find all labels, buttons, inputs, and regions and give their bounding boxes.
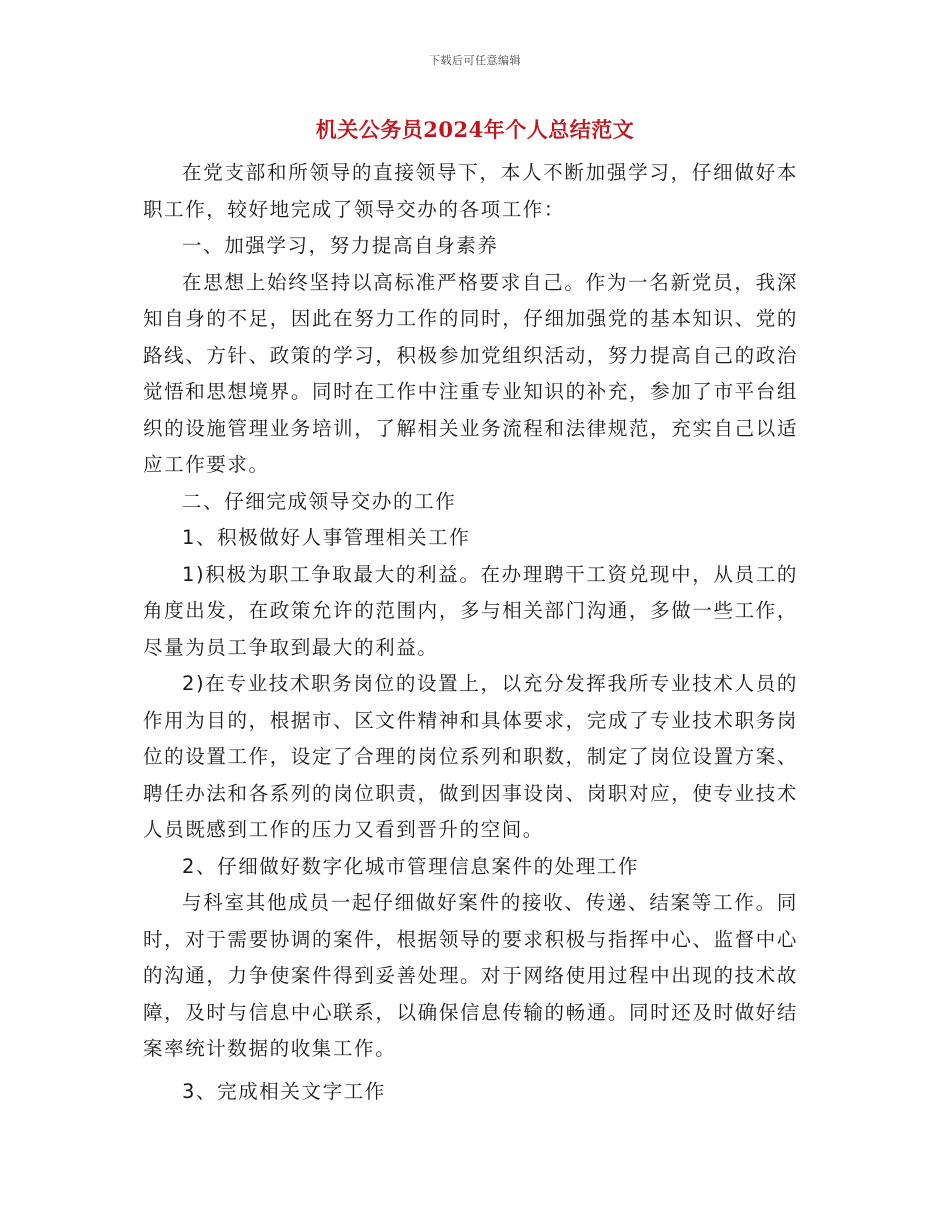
subsection-2-heading: 2、仔细做好数字化城市管理信息案件的处理工作 bbox=[182, 854, 640, 878]
section-1-paragraph: 在思想上始终坚持以高标准严格要求自己。作为一名新党员，我深知自身的不足，因此在努力工作的同时，仔细加强党的基本知识、党的路线、方针、政策的学习，积极参加党组织活动，努力提高自己的政治觉悟和思想境界。同时在工作中注重专业知识的补充，参加了市平台组织的设施管理业务培训，了解相关业务流程和法律规范，充实自己以适应工作要求。 bbox=[143, 270, 798, 476]
subsection-3-heading: 3、完成相关文字工作 bbox=[182, 1079, 386, 1103]
section-1-heading: 一、加强学习，努力提高自身素养 bbox=[182, 234, 499, 257]
section-2-heading: 二、仔细完成领导交办的工作 bbox=[182, 489, 457, 513]
document-title: 机关公务员2024年个人总结范文 bbox=[315, 117, 635, 142]
subsection-1-heading: 1、积极做好人事管理相关工作 bbox=[182, 526, 471, 549]
document-body bbox=[143, 155, 798, 1110]
page-header-note: 下载后可任意编辑 bbox=[429, 54, 521, 67]
intro-paragraph: 在党支部和所领导的直接领导下，本人不断加强学习，仔细做好本职工作，较好地完成了领导交办的各项工作： bbox=[143, 161, 798, 221]
subsection-2-paragraph: 与科室其他成员一起仔细做好案件的接收、传递、结案等工作。同时，对于需要协调的案件，根据领导的要求积极与指挥中心、监督中心的沟通，力争使案件得到妥善处理。对于网络使用过程中出现的技术故障，及时与信息中心联系，以确保信息传输的畅通。同时还及时做好结案率统计数据的收集工作。 bbox=[143, 891, 798, 1060]
subsection-1-item-2: 2)在专业技术职务岗位的设置上，以充分发挥我所专业技术人员的作用为目的，根据市、区文件精神和具体要求，完成了专业技术职务岗位的设置工作，设定了合理的岗位系列和职数，制定了岗位设置方案、聘任办法和各系列的岗位职责，做到因事设岗、岗职对应，使专业技术人员既感到工作的压力又看到晋升的空间。 bbox=[143, 672, 798, 841]
subsection-1-item-1: 1)积极为职工争取最大的利益。在办理聘干工资兑现中，从员工的角度出发，在政策允许的范围内，多与相关部门沟通，多做一些工作，尽量为员工争取到最大的利益。 bbox=[143, 562, 798, 659]
